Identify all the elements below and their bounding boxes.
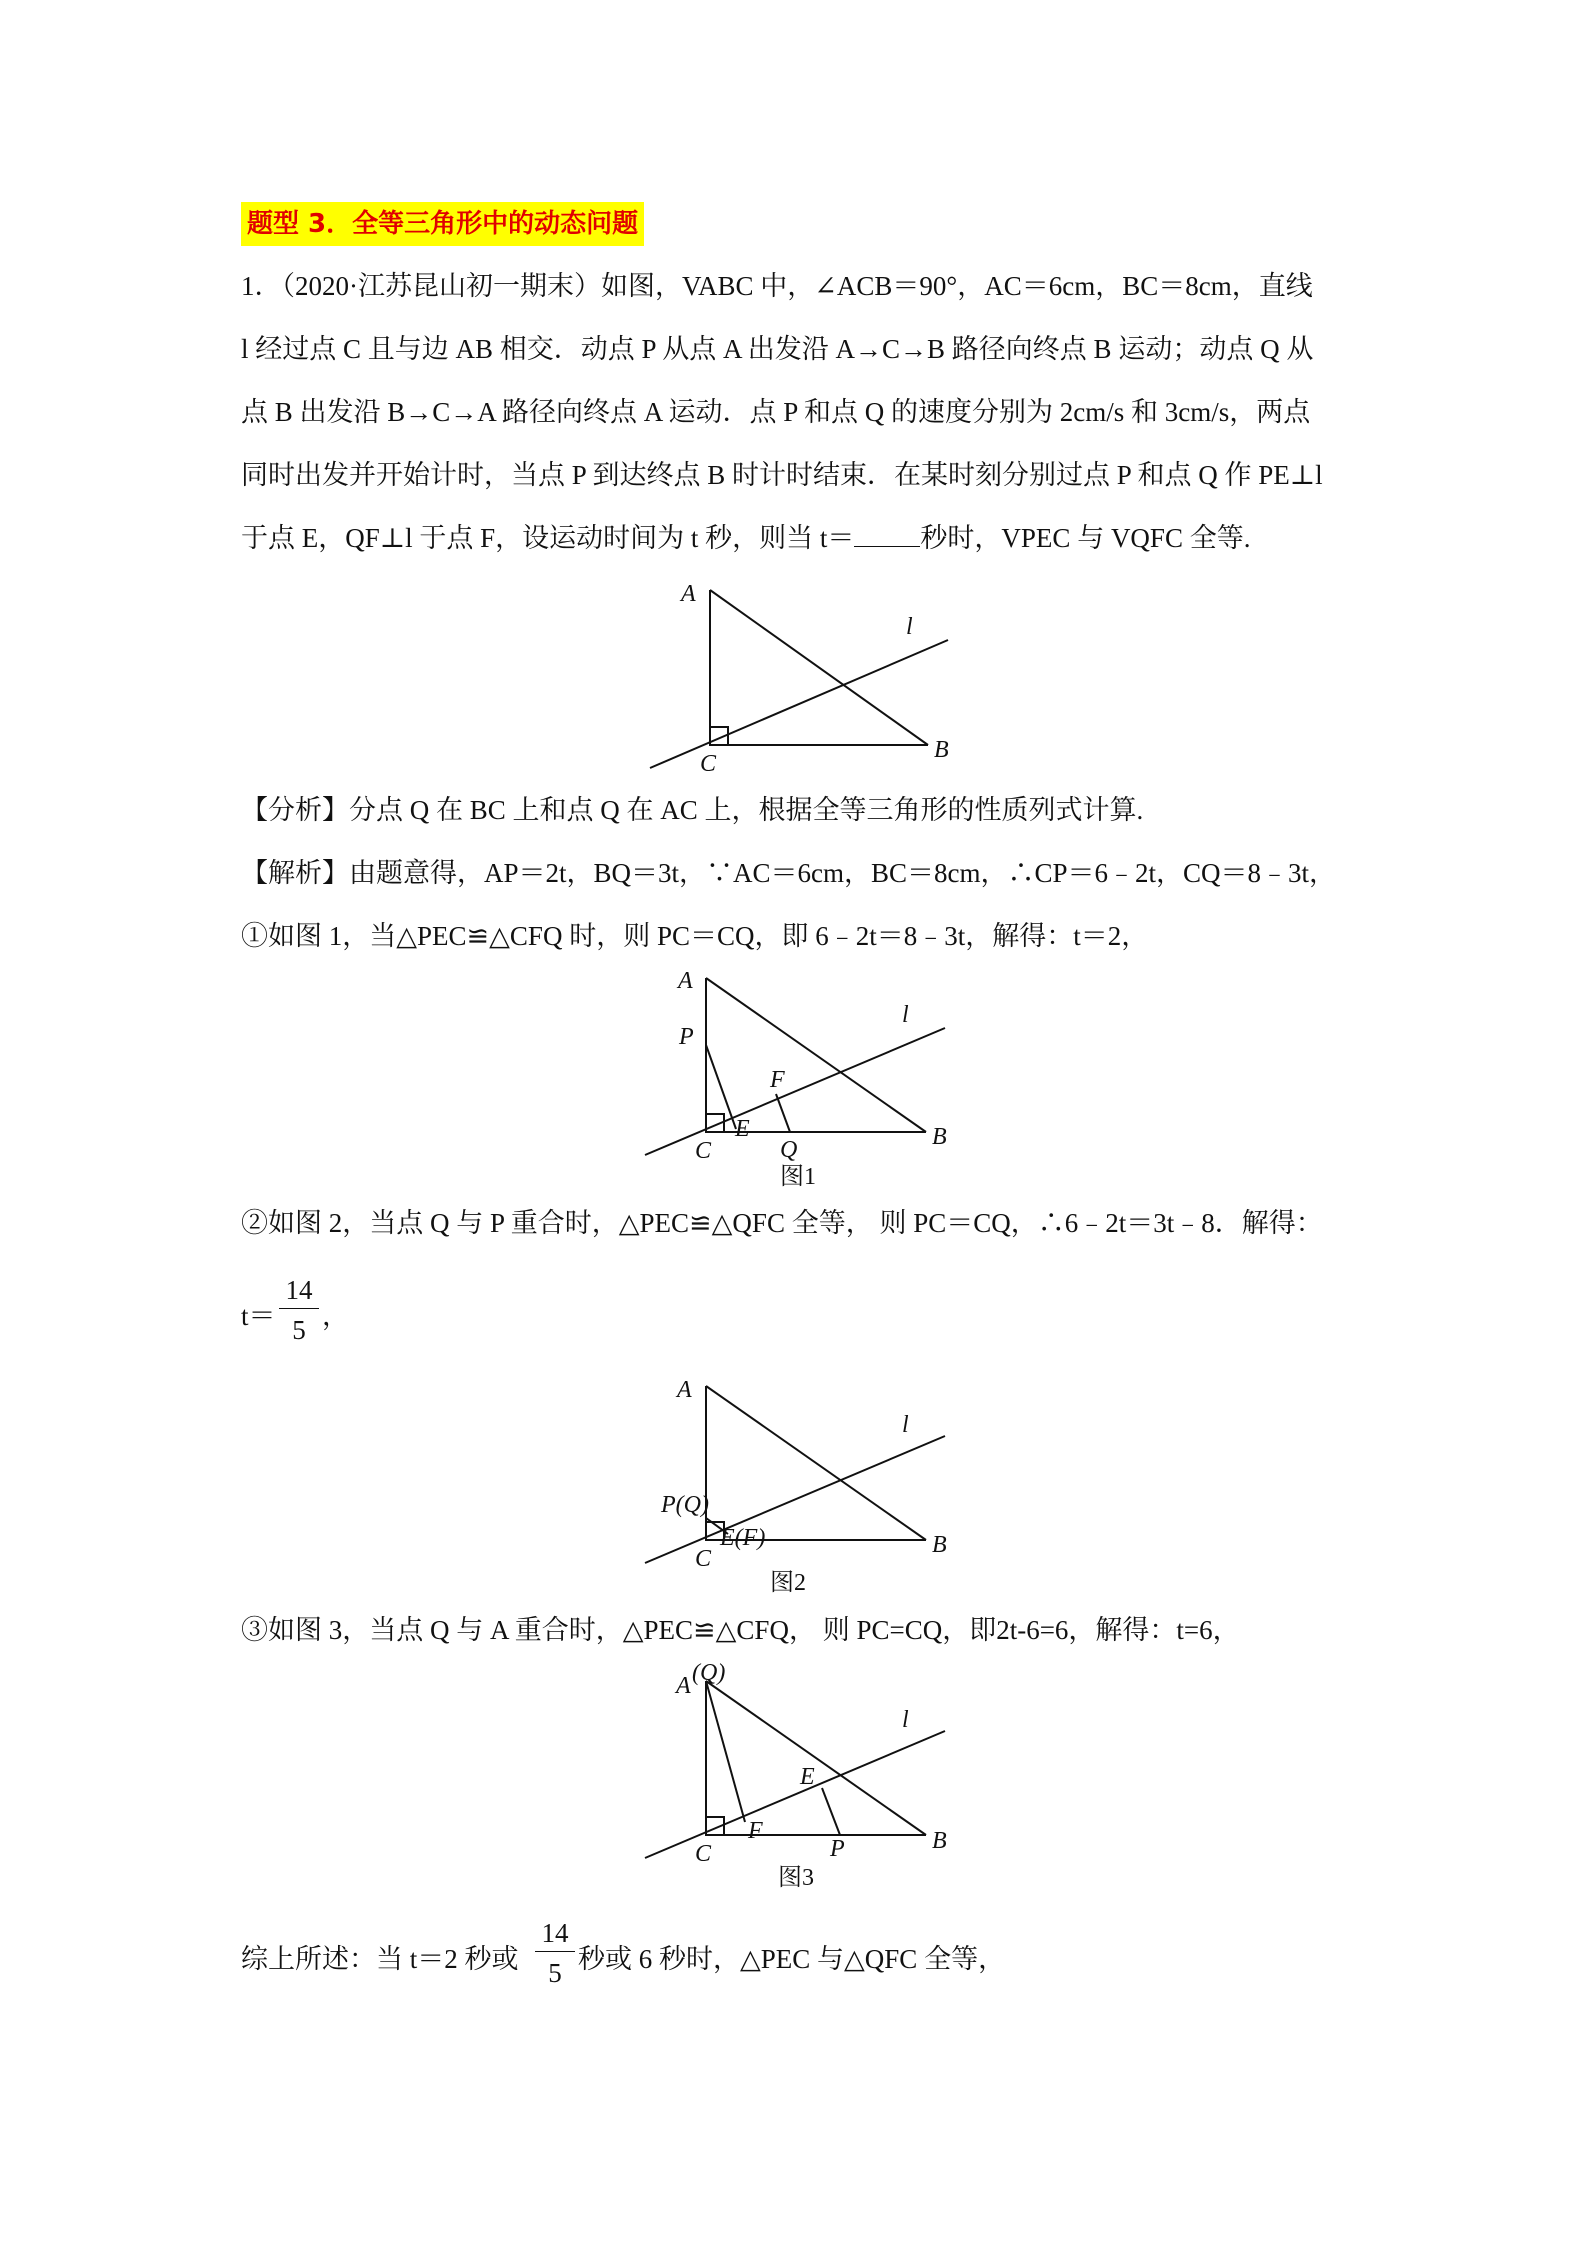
segment-qf — [706, 1681, 745, 1822]
problem-line-5 — [241, 520, 1250, 556]
case-3-line: ③如图 3，当点 Q 与 A 重合时，△PEC≌△CFQ， 则 PC=CQ，即2t-6=6，解得：t=6， — [241, 1615, 1240, 1645]
svg-text:A: A — [677, 1377, 692, 1403]
svg-text:C: C — [695, 1138, 712, 1164]
case-2-numerator: 14 — [285, 1275, 313, 1305]
problem-line-1: 1．（2020·江苏昆山初一期末）如图，VABC 中，∠ACB＝90°，AC＝6cm，BC＝8cm，直线 — [241, 271, 1313, 301]
segment-pe — [706, 1045, 736, 1129]
summary-numerator: 14 — [541, 1918, 569, 1948]
answer-blank — [854, 522, 920, 547]
svg-text:E(F): E(F) — [720, 1525, 766, 1551]
case-2-t: t＝ — [241, 1301, 276, 1331]
figure-triangle-original — [640, 572, 960, 772]
case-1-line: ①如图 1，当△PEC≌△CFQ 时，则 PC＝CQ，即 6﹣2t＝8﹣3t，解得：t＝2， — [241, 921, 1149, 951]
svg-text:E: E — [735, 1116, 750, 1142]
svg-text:P: P — [830, 1836, 845, 1862]
segment-ab — [710, 590, 928, 745]
summary-start: 综上所述：当 t＝2 秒或 — [241, 1944, 519, 1974]
figure-1 — [640, 962, 960, 1192]
figure-2-caption: 图2 — [770, 1570, 806, 1596]
label-b: B — [934, 737, 949, 763]
case-2-line: ②如图 2，当点 Q 与 P 重合时，△PEC≌△QFC 全等， 则 PC＝CQ，∴6﹣2t＝3t﹣8．解得： — [241, 1208, 1323, 1238]
svg-text:l: l — [902, 1412, 909, 1438]
figure-1-caption: 图1 — [780, 1164, 816, 1190]
problem-line-5-end: 秒时，VPEC 与 VQFC 全等. — [920, 523, 1251, 553]
case-2-fraction — [279, 1275, 319, 1345]
svg-text:B: B — [932, 1532, 947, 1558]
figure-3 — [640, 1652, 960, 1892]
svg-text:F: F — [748, 1818, 763, 1844]
svg-text:l: l — [902, 1707, 909, 1733]
segment-pe — [822, 1788, 840, 1835]
line-l — [650, 640, 948, 768]
fraction-bar — [535, 1951, 575, 1952]
case-2-denominator: 5 — [292, 1315, 306, 1345]
svg-text:E: E — [800, 1764, 815, 1790]
summary-denominator: 5 — [548, 1958, 562, 1988]
solution-line-1: 【解析】由题意得，AP＝2t，BQ＝3t，∵AC＝6cm，BC＝8cm，∴CP＝6﹣2t，CQ＝8﹣3t， — [241, 858, 1337, 888]
label-a: A — [681, 581, 696, 607]
svg-text:P(Q): P(Q) — [661, 1492, 709, 1518]
label-l: l — [906, 614, 913, 640]
svg-text:P: P — [679, 1024, 694, 1050]
svg-text:A: A — [676, 1673, 691, 1699]
problem-line-4: 同时出发并开始计时，当点 P 到达终点 B 时计时结束．在某时刻分别过点 P 和点 Q 作 PE⊥l — [241, 460, 1323, 490]
figure-3-caption: 图3 — [778, 1865, 814, 1891]
case-2-tail: ， — [322, 1301, 349, 1331]
svg-text:Q: Q — [780, 1137, 798, 1163]
figure-2 — [640, 1372, 960, 1602]
svg-text:A: A — [678, 968, 693, 994]
segment-qf — [776, 1094, 790, 1132]
problem-line-5-start: 于点 E，QF⊥l 于点 F，设运动时间为 t 秒，则当 t＝ — [241, 523, 855, 553]
svg-text:C: C — [695, 1841, 712, 1867]
analysis-line: 【分析】分点 Q 在 BC 上和点 Q 在 AC 上，根据全等三角形的性质列式计算. — [241, 795, 1144, 825]
section-heading: 题型 3．全等三角形中的动态问题 — [241, 202, 644, 246]
svg-text:F: F — [770, 1067, 785, 1093]
problem-line-2: l 经过点 C 且与边 AB 相交．动点 P 从点 A 出发沿 A→C→B 路径向终点 B 运动；动点 Q 从 — [241, 334, 1314, 364]
fraction-bar — [279, 1308, 319, 1309]
label-c: C — [700, 751, 717, 772]
svg-text:(Q): (Q) — [692, 1660, 726, 1686]
summary-end: 秒或 6 秒时，△PEC 与△QFC 全等， — [578, 1944, 1006, 1974]
svg-text:B: B — [932, 1124, 947, 1150]
svg-text:B: B — [932, 1828, 947, 1854]
summary-fraction — [535, 1918, 575, 1988]
svg-text:l: l — [902, 1002, 909, 1028]
svg-text:C: C — [695, 1546, 712, 1572]
problem-line-3: 点 B 出发沿 B→C→A 路径向终点 A 运动．点 P 和点 Q 的速度分别为 2cm/s 和 3cm/s，两点 — [241, 397, 1311, 427]
